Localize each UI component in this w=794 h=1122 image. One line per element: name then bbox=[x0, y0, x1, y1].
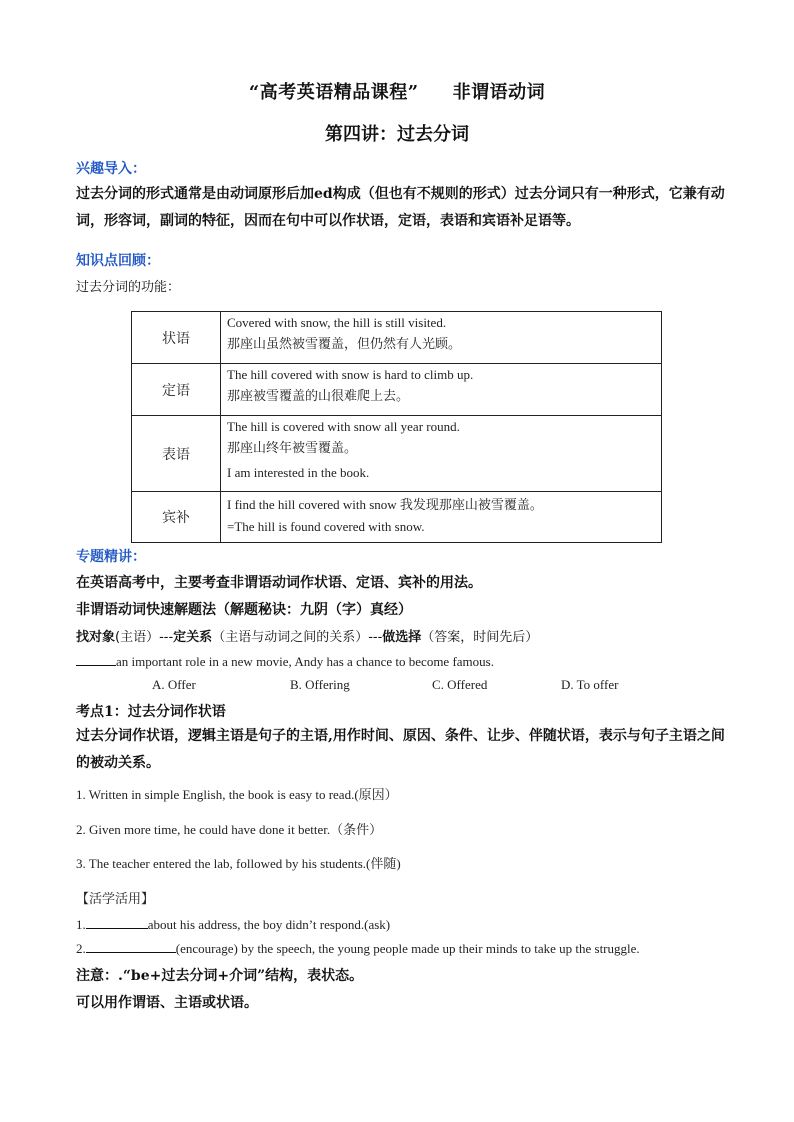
method-choose: 做选择 bbox=[382, 630, 422, 645]
intro-text: 过去分词的形式通常是由动词原形后加ed构成（但也有不规则的形式）过去分词只有一种形式，它兼有动词，形容词，副词的特征，因而在句中可以作状语，定语，表语和宾语补足语等。 bbox=[76, 186, 725, 229]
example-zh: 那座山终年被雪覆盖。 bbox=[227, 441, 358, 456]
example-mixed: I find the hill covered with snow 我发现那座山被雪覆盖。 bbox=[227, 497, 543, 512]
q2-text: (encourage) by the speech, the young people made up their minds to take up the struggle. bbox=[175, 941, 640, 956]
q1-number: 1. bbox=[76, 917, 86, 932]
point1-heading: 考点1：过去分词作状语 bbox=[76, 704, 226, 720]
table-row bbox=[132, 416, 662, 492]
method-line bbox=[76, 626, 538, 645]
course-title bbox=[0, 78, 794, 104]
review-subheading: 过去分词的功能： bbox=[76, 280, 181, 295]
example-en: =The hill is found covered with snow. bbox=[227, 519, 425, 534]
method-relation: 定关系 bbox=[173, 630, 213, 645]
practice-question-2 bbox=[76, 940, 640, 957]
course-name: “高考英语精品课程” bbox=[248, 82, 419, 103]
example-zh: 那座山虽然被雪覆盖，但仍然有人光顾。 bbox=[227, 337, 462, 352]
row-content bbox=[221, 492, 662, 543]
example-en: I am interested in the book. bbox=[227, 465, 370, 480]
row-label: 定语 bbox=[132, 364, 221, 416]
point1-example-3: 3. The teacher entered the lab, followed by his students.(伴随) bbox=[76, 856, 401, 871]
table-row bbox=[132, 492, 662, 543]
practice-question-1 bbox=[76, 916, 390, 933]
row-content bbox=[221, 416, 662, 492]
q1-text: about his address, the boy didn’t respond.(ask) bbox=[147, 917, 391, 932]
option-a[interactable]: A. Offer bbox=[152, 677, 196, 692]
point1-example-1: 1. Written in simple English, the book is easy to read.(原因） bbox=[76, 787, 398, 802]
focus-line-1: 在英语高考中，主要考查非谓语动词作状语、定语、宾补的用法。 bbox=[76, 575, 482, 591]
focus-line-2: 非谓语动词快速解题法（解题秘诀：九阴（字）真经） bbox=[76, 602, 412, 618]
row-content bbox=[221, 312, 662, 364]
note-line-1: 注意：.“be+过去分词+介词”结构，表状态。 bbox=[76, 968, 364, 984]
method-relation-note: （主语与动词之间的关系）--- bbox=[212, 630, 383, 645]
point1-explanation: 过去分词作状语，逻辑主语是句子的主语,用作时间、原因、条件、让步、伴随状语，表示与句子主语之间的被动关系。 bbox=[76, 728, 725, 771]
option-c[interactable]: C. Offered bbox=[432, 677, 488, 692]
point1-example-2: 2. Given more time, he could have done it better.（条件） bbox=[76, 822, 383, 837]
q2-blank[interactable] bbox=[86, 940, 176, 953]
option-b[interactable]: B. Offering bbox=[290, 677, 350, 692]
example-en: The hill covered with snow is hard to climb up. bbox=[227, 367, 474, 382]
q1-blank[interactable] bbox=[86, 916, 148, 929]
focus-heading: 专题精讲： bbox=[76, 549, 146, 565]
table-row bbox=[132, 312, 662, 364]
example-en: The hill is covered with snow all year round. bbox=[227, 419, 460, 434]
method-find-subject-note: (主语）--- bbox=[115, 630, 174, 645]
row-label: 状语 bbox=[132, 312, 221, 364]
example-question bbox=[76, 653, 494, 670]
example-zh: 那座被雪覆盖的山很难爬上去。 bbox=[227, 389, 410, 404]
table-row bbox=[132, 364, 662, 416]
method-find-subject: 找对象 bbox=[76, 630, 116, 645]
option-d[interactable]: D. To offer bbox=[561, 677, 619, 692]
note-line-2: 可以用作谓语、主语或状语。 bbox=[76, 995, 258, 1011]
practice-heading: 【活学活用】 bbox=[76, 892, 155, 907]
answer-blank[interactable] bbox=[76, 653, 116, 666]
row-label: 宾补 bbox=[132, 492, 221, 543]
review-heading: 知识点回顾： bbox=[76, 253, 160, 269]
topic-name: 非谓语动词 bbox=[452, 82, 546, 103]
q2-number: 2. bbox=[76, 941, 86, 956]
functions-table bbox=[131, 311, 662, 543]
lecture-title: 第四讲：过去分词 bbox=[325, 124, 469, 145]
question-stem: an important role in a new movie, Andy has a chance to become famous. bbox=[116, 654, 494, 669]
row-content bbox=[221, 364, 662, 416]
example-en: Covered with snow, the hill is still visited. bbox=[227, 315, 447, 330]
row-label: 表语 bbox=[132, 416, 221, 492]
method-choose-note: （答案，时间先后） bbox=[421, 630, 539, 645]
intro-heading: 兴趣导入： bbox=[76, 161, 146, 177]
